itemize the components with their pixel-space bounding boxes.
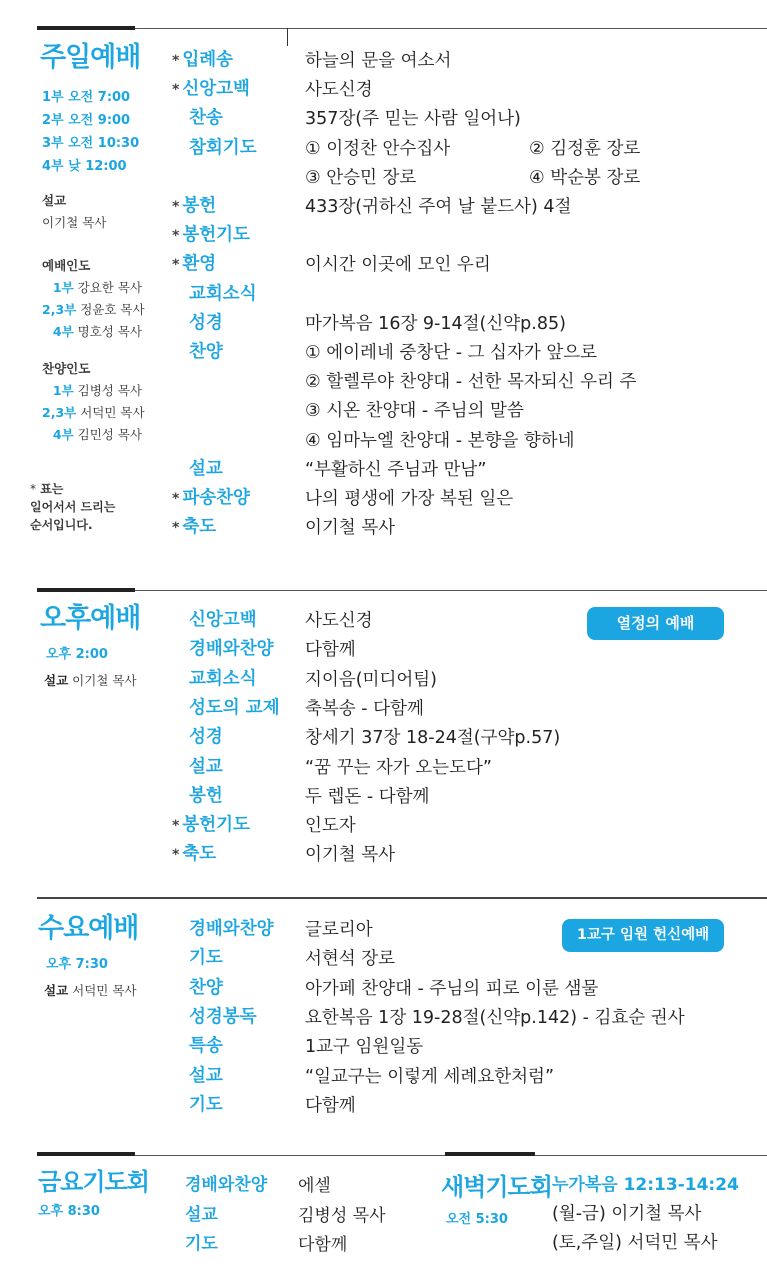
sunday-row-label — [172, 46, 264, 71]
sunday-row-label-text: 환영 — [182, 254, 217, 275]
sunday-row-label — [172, 513, 264, 538]
sunday-time-1: 1부 오전 7:00 — [42, 90, 131, 105]
sunday-row-value: 433장(귀하신 주여 날 붙드사) 4절 — [305, 197, 572, 217]
worship-lead-name: 정윤호 목사 — [80, 302, 145, 317]
afternoon-row-label — [172, 753, 275, 778]
afternoon-row-label — [172, 723, 275, 748]
wednesday-row-label — [172, 1062, 275, 1087]
afternoon-time: 오후 2:00 — [46, 647, 108, 662]
afternoon-sermon-name: 이기철 목사 — [72, 673, 137, 688]
sunday-row-label — [172, 426, 189, 446]
wednesday-badge: 1교구 임원 헌신예배 — [562, 919, 724, 952]
praise-lead-name: 김민성 목사 — [77, 427, 142, 442]
sunday-row-value: 나의 평생에 가장 복된 일은 — [305, 489, 514, 509]
star-icon: * — [172, 199, 180, 215]
afternoon-row-label-text: 성경 — [189, 727, 223, 748]
dawn-weekday: (월-금) 이기철 목사 — [552, 1204, 702, 1224]
sunday-row-label — [172, 75, 264, 100]
afternoon-top-rule — [135, 590, 767, 591]
star-icon: * — [30, 482, 36, 496]
sunday-times — [42, 86, 139, 178]
friday-row-label — [168, 1200, 271, 1225]
sunday-divider — [287, 28, 288, 46]
standing-note-line-3: 순서입니다. — [30, 518, 93, 532]
praise-lead-2 — [42, 403, 145, 421]
worship-lead-name: 강요한 목사 — [77, 280, 142, 295]
afternoon-row-label-text: 축도 — [182, 844, 217, 865]
wednesday-row-label-text: 기도 — [189, 1094, 223, 1115]
wednesday-row-value: 다함께 — [305, 1095, 356, 1116]
sunday-row-value: “부활하신 주님과 만남” — [305, 459, 487, 480]
worship-lead-part: 4부 — [52, 324, 74, 339]
afternoon-row-label-text: 봉헌 — [189, 785, 223, 806]
sunday-time-3: 3부 오전 10:30 — [42, 136, 140, 151]
praise-lead-part: 1부 — [52, 383, 74, 398]
afternoon-sermon — [44, 671, 137, 689]
dawn-header-bar — [445, 1152, 535, 1156]
afternoon-row-value: 사도신경 — [305, 611, 373, 631]
wednesday-sermon — [44, 981, 137, 999]
sunday-row-label — [172, 455, 271, 480]
afternoon-sermon-label: 설교 — [44, 673, 69, 688]
sunday-row-value-2: ② 김정훈 장로 — [529, 138, 641, 159]
friday-row-label — [168, 1170, 271, 1195]
friday-row-label — [168, 1229, 271, 1254]
sunday-row-value: 이시간 이곳에 모인 우리 — [305, 255, 491, 276]
wednesday-row-label — [172, 1032, 275, 1057]
friday-row-value: 다함께 — [298, 1235, 348, 1255]
wednesday-row-label — [172, 1003, 275, 1028]
worship-lead-label: 예배인도 — [42, 258, 91, 273]
standing-note — [30, 480, 115, 534]
wednesday-row-value: 1교구 임원일동 — [305, 1037, 424, 1058]
praise-lead-3 — [42, 425, 142, 443]
afternoon-row-value: 축복송 - 다함께 — [305, 698, 424, 719]
friday-row-label-text: 설교 — [185, 1204, 218, 1225]
sunday-row-label — [172, 104, 271, 129]
wednesday-row-label-text: 경배와찬양 — [189, 919, 274, 939]
sunday-sermon-name: 이기철 목사 — [42, 215, 107, 230]
friday-time: 오후 8:30 — [38, 1204, 100, 1219]
worship-lead-3 — [42, 322, 142, 340]
sunday-row-label-text: 봉헌기도 — [182, 225, 250, 246]
friday-row-label-text: 기도 — [185, 1234, 218, 1254]
dawn-title: 새벽기도회 — [441, 1173, 552, 1201]
afternoon-row-value: “꿈 꾸는 자가 오는도다” — [305, 757, 492, 778]
wednesday-row-label-text: 설교 — [189, 1065, 223, 1086]
praise-lead-part: 4부 — [52, 427, 74, 442]
afternoon-row-label — [172, 665, 275, 690]
wednesday-row-value: 아가페 찬양대 - 주님의 피로 이룬 샘물 — [305, 978, 599, 999]
afternoon-row-label-text: 교회소식 — [189, 668, 257, 689]
wednesday-row-label-text: 기도 — [189, 948, 223, 969]
star-icon: * — [172, 228, 180, 245]
dawn-top-rule — [535, 1155, 767, 1156]
dawn-weekend: (토,주일) 서덕민 목사 — [552, 1233, 718, 1253]
afternoon-row-value: 다함께 — [305, 640, 356, 661]
afternoon-header-bar — [37, 588, 135, 592]
afternoon-row-label-text: 성도의 교제 — [189, 697, 280, 718]
sunday-row-label-text: 설교 — [189, 458, 223, 479]
sunday-row-label-text: 참회기도 — [189, 137, 257, 158]
sunday-title: 주일예배 — [40, 42, 141, 73]
sunday-row-label-text: 찬송 — [189, 108, 223, 129]
sunday-top-rule — [135, 28, 767, 29]
afternoon-row-value: 창세기 37장 18-24절(구약p.57) — [305, 728, 561, 749]
sunday-row-value: ③ 안승민 장로 — [305, 167, 417, 188]
sunday-row-value: ② 할렐루야 찬양대 - 선한 목자되신 우리 주 — [305, 372, 637, 393]
worship-lead-1 — [42, 278, 142, 296]
afternoon-row-value: 이기철 목사 — [305, 845, 396, 866]
worship-lead-part: 2,3부 — [42, 302, 77, 317]
wednesday-row-label-text: 특송 — [189, 1036, 223, 1057]
sunday-row-label-text: 찬양 — [189, 342, 223, 362]
worship-lead-2 — [42, 300, 145, 318]
worship-lead-part: 1부 — [52, 280, 74, 295]
afternoon-row-value: 두 렙돈 - 다함께 — [305, 786, 430, 807]
wednesday-row-value: 글로리아 — [305, 920, 373, 940]
sunday-row-value: 하늘의 문을 여소서 — [305, 51, 452, 71]
afternoon-row-label — [172, 606, 275, 631]
star-icon: * — [172, 53, 180, 69]
afternoon-row-label — [172, 635, 275, 660]
sunday-row-label — [172, 250, 264, 275]
sunday-row-label-text: 신앙고백 — [182, 79, 250, 100]
standing-note-line-2: 일어서서 드리는 — [30, 500, 116, 514]
star-icon: * — [172, 818, 180, 835]
afternoon-row-label — [172, 782, 275, 807]
wednesday-row-label-text: 찬양 — [189, 977, 223, 998]
sunday-row-value: 357장(주 믿는 사람 일어나) — [305, 109, 521, 130]
sunday-time-4: 4부 낮 12:00 — [42, 159, 127, 174]
sunday-row-value-2: ④ 박순봉 장로 — [529, 167, 641, 188]
praise-lead-1 — [42, 381, 142, 399]
wednesday-sermon-label: 설교 — [44, 983, 69, 998]
sunday-row-label — [172, 367, 189, 387]
praise-lead-name: 김병성 목사 — [77, 383, 142, 398]
sunday-row-label-text: 성경 — [189, 312, 223, 333]
sunday-sermon-label: 설교 — [42, 193, 67, 208]
sunday-row-label — [172, 192, 264, 217]
dawn-scripture: 누가복음 12:13-14:24 — [552, 1175, 739, 1195]
afternoon-row-label-text: 경배와찬양 — [189, 639, 274, 660]
wednesday-row-value: 요한복음 1장 19-28절(신약p.142) - 김효순 권사 — [305, 1007, 685, 1028]
sunday-row-label-text: 입례송 — [182, 50, 234, 70]
friday-row-label-text: 경배와찬양 — [185, 1175, 268, 1195]
star-icon: * — [172, 257, 180, 274]
wednesday-row-value: 서현석 장로 — [305, 949, 396, 970]
star-icon: * — [172, 82, 180, 99]
friday-header-bar — [37, 1152, 135, 1156]
sunday-row-label-text: 봉헌 — [182, 196, 217, 216]
sunday-row-value: ① 이정찬 안수집사 — [305, 138, 451, 159]
sunday-row-value: 마가복음 16장 9-14절(신약p.85) — [305, 313, 566, 334]
sunday-row-label-text: 교회소식 — [189, 283, 257, 304]
afternoon-row-label — [172, 694, 280, 719]
afternoon-row-label — [172, 840, 268, 865]
wednesday-row-value: “일교구는 이렇게 세례요한처럼” — [305, 1066, 555, 1087]
wednesday-row-label — [172, 915, 275, 940]
star-icon: * — [172, 491, 180, 507]
wednesday-row-label — [172, 1091, 275, 1116]
afternoon-row-value: 인도자 — [305, 816, 356, 837]
star-icon: * — [172, 520, 180, 537]
afternoon-row-label-text: 봉헌기도 — [182, 815, 250, 836]
standing-note-line-1: * 표는 — [30, 482, 64, 496]
wednesday-time: 오후 7:30 — [46, 957, 108, 972]
sunday-time-2: 2부 오전 9:00 — [42, 113, 131, 128]
sunday-row-value: ③ 시온 찬양대 - 주님의 말씀 — [305, 401, 524, 422]
wednesday-row-label — [172, 974, 275, 999]
sunday-header-bar — [37, 26, 135, 30]
sunday-row-label — [172, 309, 271, 334]
afternoon-row-value: 지이음(미디어팀) — [305, 669, 437, 690]
star-icon: * — [172, 847, 180, 864]
sunday-row-value: ① 에이레네 중창단 - 그 십자가 앞으로 — [305, 343, 598, 363]
afternoon-row-label-text: 신앙고백 — [189, 610, 257, 630]
sunday-row-label — [172, 134, 271, 159]
sunday-row-label — [172, 484, 264, 509]
afternoon-row-label-text: 설교 — [189, 756, 223, 777]
sunday-row-label — [172, 396, 189, 416]
sunday-row-label-text: 축도 — [182, 517, 217, 538]
sunday-row-label — [172, 338, 271, 363]
friday-row-value: 김병성 목사 — [298, 1205, 386, 1226]
wednesday-title: 수요예배 — [38, 913, 139, 944]
sunday-row-label — [172, 280, 271, 305]
sunday-row-value: ④ 임마누엘 찬양대 - 본향을 향하네 — [305, 430, 575, 451]
praise-lead-part: 2,3부 — [42, 405, 77, 420]
sunday-row-label — [172, 163, 189, 183]
praise-lead-label: 찬양인도 — [42, 361, 91, 376]
friday-top-rule — [135, 1155, 445, 1156]
worship-lead-name: 명호성 목사 — [77, 324, 142, 339]
friday-row-value: 에셀 — [298, 1176, 331, 1196]
sunday-row-label-text: 파송찬양 — [182, 488, 250, 508]
wednesday-top-rule — [37, 897, 767, 899]
afternoon-badge: 열정의 예배 — [587, 607, 724, 640]
sunday-row-label — [172, 221, 264, 246]
wednesday-row-label-text: 성경봉독 — [189, 1006, 257, 1027]
wednesday-sermon-name: 서덕민 목사 — [72, 983, 137, 998]
afternoon-title: 오후예배 — [40, 603, 141, 634]
wednesday-row-label — [172, 944, 275, 969]
praise-lead-name: 서덕민 목사 — [80, 405, 145, 420]
dawn-time: 오전 5:30 — [446, 1212, 508, 1227]
sunday-row-value: 사도신경 — [305, 80, 373, 101]
sunday-row-value: 이기철 목사 — [305, 518, 396, 539]
afternoon-row-label — [172, 811, 268, 836]
friday-title: 금요기도회 — [38, 1168, 149, 1196]
